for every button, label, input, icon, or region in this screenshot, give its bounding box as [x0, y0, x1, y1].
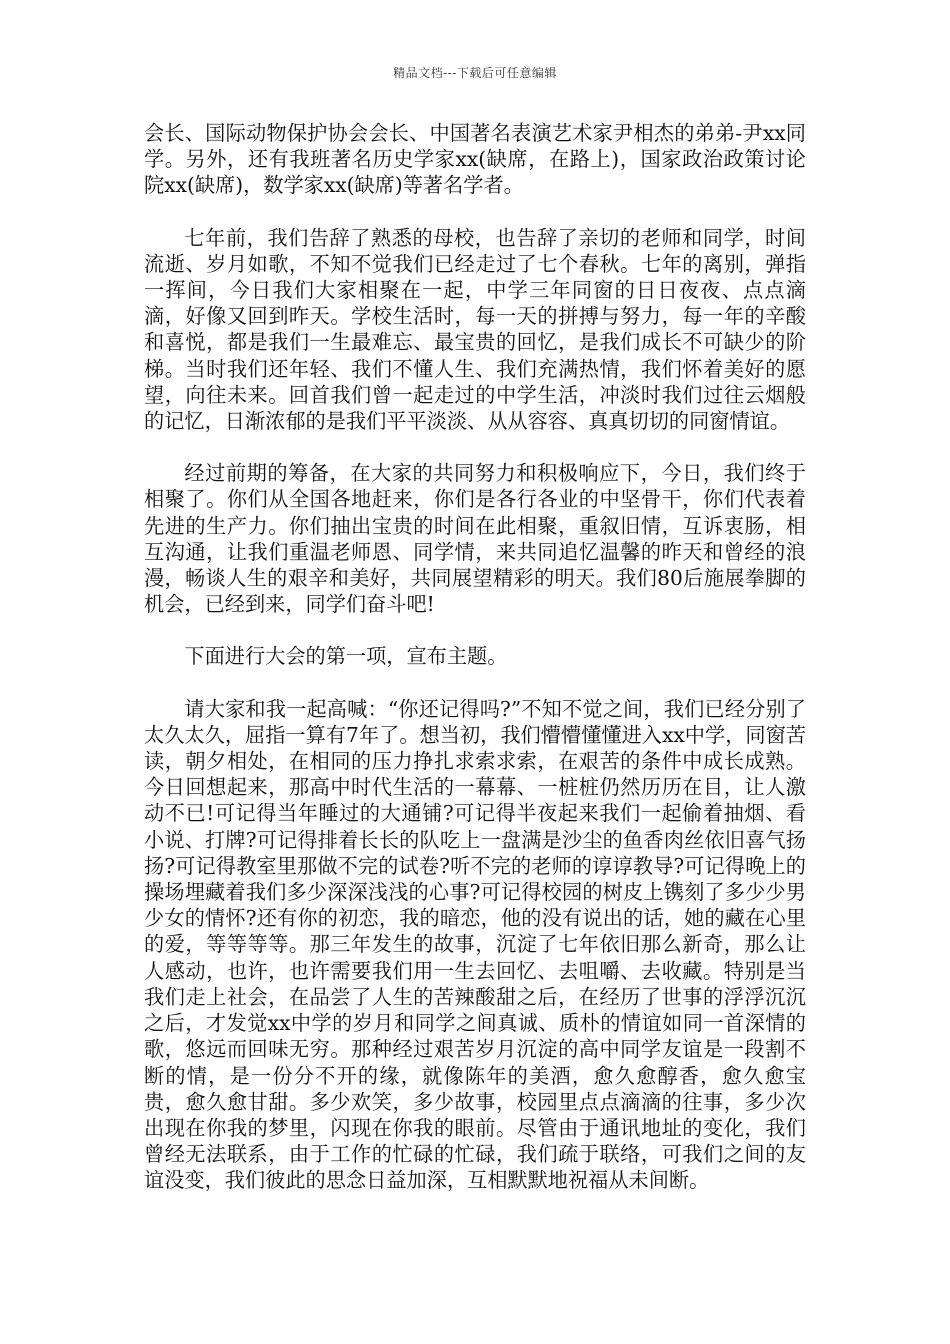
document-body [144, 120, 806, 1220]
paragraph: 七年前，我们告辞了熟悉的母校，也告辞了亲切的老师和同学，时间流逝、岁月如歌，不知不觉我们已经走过了七个春秋。七年的离别，弹指一挥间，今日我们大家相聚在一起，中学三年同窗的日日夜夜、点点滴滴，好像又回到昨天。学校生活时，每一天的拼搏与努力，每一年的辛酸和喜悦，都是我们一生最难忘、最宝贵的回忆，是我们成长不可缺少的阶梯。当时我们还年轻、我们不懂人生、我们充满热情，我们怀着美好的愿望，向往未来。回首我们曾一起走过的中学生活，冲淡时我们过往云烟般的记忆，日渐浓郁的是我们平平淡淡、从从容容、真真切切的同窗情谊。 [144, 225, 806, 434]
paragraph: 经过前期的筹备，在大家的共同努力和积极响应下，今日，我们终于相聚了。你们从全国各地赶来，你们是各行各业的中坚骨干，你们代表着先进的生产力。你们抽出宝贵的时间在此相聚，重叙旧情，互诉衷肠，相互沟通，让我们重温老师恩、同学情，来共同追忆温馨的昨天和曾经的浪漫，畅谈人生的艰辛和美好，共同展望精彩的明天。我们80后施展拳脚的机会，已经到来，同学们奋斗吧! [144, 461, 806, 617]
paragraph: 下面进行大会的第一项，宣布主题。 [184, 644, 508, 669]
page-header: 精品文档---下载后可任意编辑 [393, 66, 557, 80]
paragraph: 请大家和我一起高喊：“你还记得吗?”不知不觉之间，我们已经分别了太久太久，屈指一算有7年了。想当初，我们懵懵懂懂进入xx中学，同窗苦读，朝夕相处，在相同的压力挣扎求索求索，在艰苦的条件中成长成熟。今日回想起来，那高中时代生活的一幕幕、一桩桩仍然历历在目，让人激动不已!可记得当年睡过的大通铺?可记得半夜起来我们一起偷着抽烟、看小说、打牌?可记得排着长长的队吃上一盘满是沙尘的鱼香肉丝依旧喜气扬扬?可记得教室里那做不完的试卷?听不完的老师的谆谆教导?可记得晚上的操场埋藏着我们多少深深浅浅的心事?可记得校园的树皮上镌刻了多少少男少女的情怀?还有你的初恋，我的暗恋，他的没有说出的话，她的藏在心里的爱，等等等等。那三年发生的故事，沉淀了七年依旧那么新奇，那么让人感动，也许，也许需要我们用一生去回忆、去咀嚼、去收藏。特别是当我们走上社会，在品尝了人生的苦辣酸甜之后，在经历了世事的浮浮沉沉之后，才发觉xx中学的岁月和同学之间真诚、质朴的情谊如同一首深情的歌，悠远而回味无穷。那种经过艰苦岁月沉淀的高中同学友谊是一段割不断的情，是一份分不开的缘，就像陈年的美酒，愈久愈醇香，愈久愈宝贵，愈久愈甘甜。多少欢笑，多少故事，校园里点点滴滴的往事，多少次出现在你我的梦里，闪现在你我的眼前。尽管由于通讯地址的变化，我们曾经无法联系，由于工作的忙碌的忙碌，我们疏于联络，可我们之间的友谊没变，我们彼此的思念日益加深，互相默默地祝福从未间断。 [144, 696, 806, 1193]
paragraph-continued: 会长、国际动物保护协会会长、中国著名表演艺术家尹相杰的弟弟-尹xx同学。另外，还有我班著名历史学家xx(缺席，在路上)，国家政治政策讨论院xx(缺席)，数学家xx(缺席)等著名学者。 [144, 121, 806, 198]
